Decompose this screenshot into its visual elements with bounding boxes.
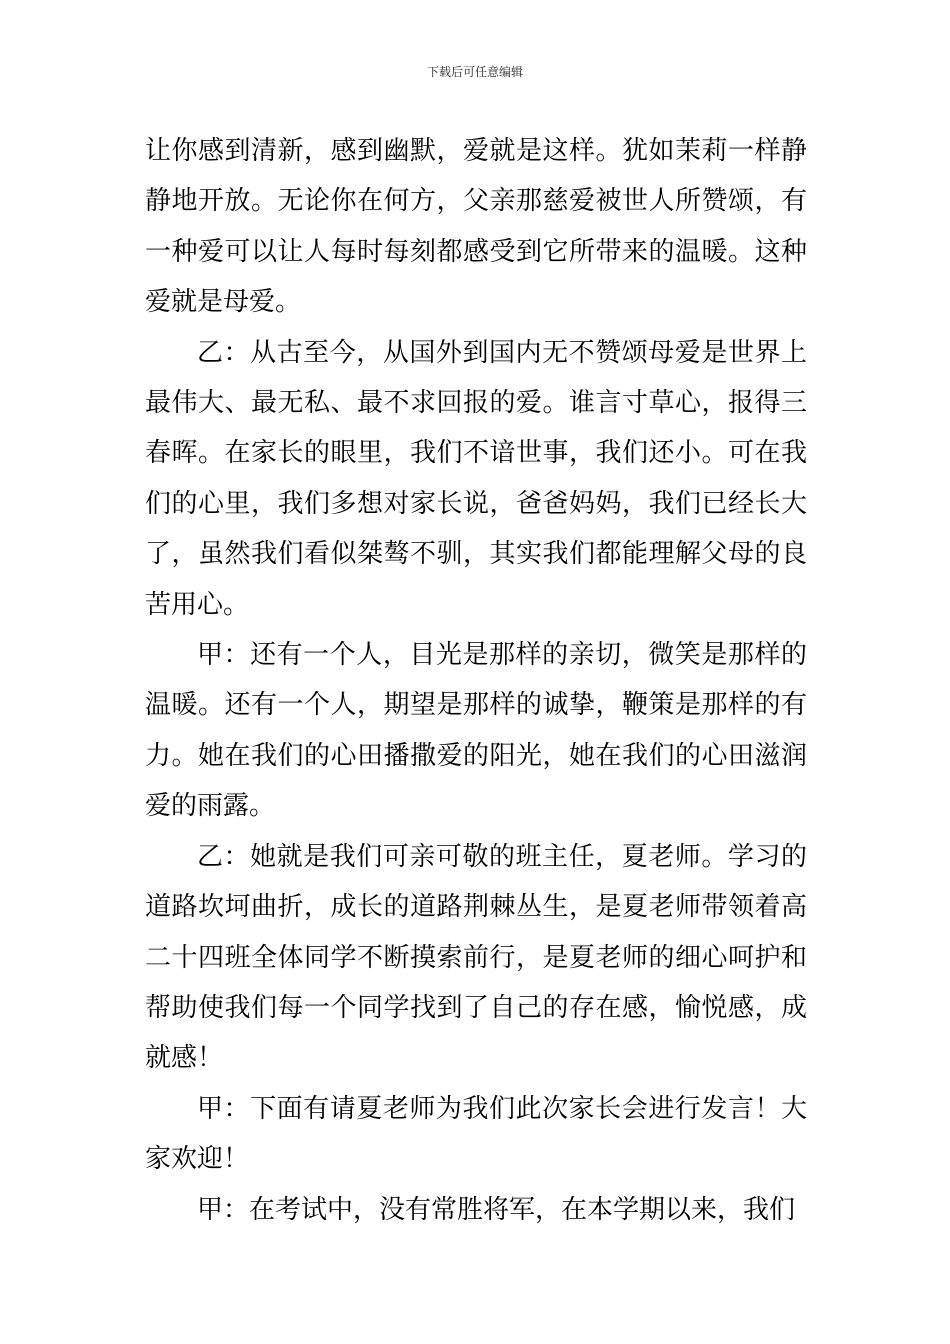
paragraph-6: 甲：在考试中，没有常胜将军，在本学期以来，我们: [197, 1194, 796, 1225]
paragraph-5: 甲：下面有请夏老师为我们此次家长会进行发言！大家欢迎！: [145, 1093, 807, 1175]
paragraph-1: 让你感到清新，感到幽默，爱就是这样。犹如茉莉一样静静地开放。无论你在何方，父亲那慈爱被世人所赞颂，有一种爱可以让人每时每刻都感受到它所带来的温暖。这种爱就是母爱。: [145, 136, 807, 318]
document-body: [145, 126, 807, 1235]
paragraph-3: 甲：还有一个人，目光是那样的亲切，微笑是那样的温暖。还有一个人，期望是那样的诚挚，鞭策是那样的有力。她在我们的心田播撒爱的阳光，她在我们的心田滋润爱的雨露。: [145, 640, 807, 822]
page-header: 下载后可任意编辑: [426, 65, 523, 79]
paragraph-2: 乙：从古至今，从国外到国内无不赞颂母爱是世界上最伟大、最无私、最不求回报的爱。谁言寸草心，报得三春晖。在家长的眼里，我们不谙世事，我们还小。可在我们的心里，我们多想对家长说，爸爸妈妈，我们已经长大了，虽然我们看似桀骜不驯，其实我们都能理解父母的良苦用心。: [145, 337, 807, 620]
paragraph-4: 乙：她就是我们可亲可敬的班主任，夏老师。学习的道路坎坷曲折，成长的道路荆棘丛生，是夏老师带领着高二十四班全体同学不断摸索前行，是夏老师的细心呵护和帮助使我们每一个同学找到了自己的存在感，愉悦感，成就感！: [145, 841, 807, 1074]
